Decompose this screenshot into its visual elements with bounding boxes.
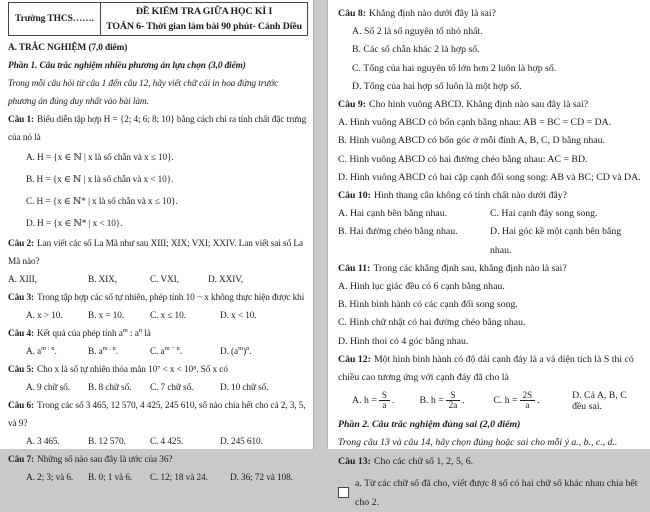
question-9-label: Câu 9: xyxy=(338,99,367,111)
option-b: B. H = {x ∈ ℕ | x là số chẵn và x < 10}. xyxy=(26,175,174,185)
exponent: m − n xyxy=(164,344,180,352)
denominator: a xyxy=(525,400,530,411)
question-10-stem xyxy=(338,187,642,205)
question-2-text: Lan viết các số La Mã như sau XIII; XIX; VXI; XXIV. Lan viết sai số La Mã nào? xyxy=(8,239,303,267)
option-a: A. H = {x ∈ ℕ | x là số chẵn và x ≤ 10}. xyxy=(26,153,174,163)
text-part: A. h = xyxy=(352,395,377,407)
option-d: D. 245 610. xyxy=(220,437,263,447)
question-12-options xyxy=(338,387,642,414)
option-d: D. Hình vuông ABCD có hai cặp cạnh đối song song: AB và BC; CD và DA. xyxy=(338,171,641,183)
option-c: C. Hai cạnh đáy song song. xyxy=(490,208,598,220)
option-a xyxy=(26,343,88,361)
question-13-item-a xyxy=(338,474,642,512)
part2-note: Trong câu 13 và câu 14, hãy chọn đúng hoặc sai cho mỗi ý a., b., c., d.. xyxy=(338,437,618,449)
question-5-options xyxy=(8,379,307,397)
text-part: C. a xyxy=(150,347,165,357)
option-b: B. 0; 1 và 6. xyxy=(88,473,133,483)
options-row-1 xyxy=(338,205,642,223)
option-d: D. 10 chữ số. xyxy=(220,383,269,393)
question-1-label: Câu 1: xyxy=(8,115,35,125)
question-6-text: Trong các số 3 465, 12 570, 4 425, 245 610, số nào chia hết cho cả 2, 3, 5, và 9? xyxy=(8,401,306,429)
part2-heading: Phần 2. Câu trắc nghiệm đúng sai (2,0 điểm) xyxy=(338,419,521,431)
question-4-options xyxy=(8,343,307,361)
school-name: Trường THCS……. xyxy=(9,3,101,35)
option-d: D. Hai góc kề một cạnh bên bằng nhau. xyxy=(490,226,622,256)
section-a-heading: A. TRẮC NGHIỆM (7,0 điểm) xyxy=(8,43,128,53)
option-a: A. 2; 3; và 6. xyxy=(26,473,74,483)
option-c: C. Hình vuông ABCD có hai đường chéo bằng nhau: AC = BD. xyxy=(338,153,588,165)
option-c: C. 7 chữ số. xyxy=(150,383,194,393)
option-a: A. 3 465. xyxy=(26,437,60,447)
text-part: . xyxy=(391,395,395,407)
text-part: . xyxy=(462,395,465,407)
exam-subtitle: TOÁN 6- Thời gian làm bài 90 phút- Cánh Diều xyxy=(106,21,302,32)
question-1-options xyxy=(8,147,307,235)
option-b: B. XIX, xyxy=(88,275,117,285)
option-b: B. x = 10. xyxy=(88,311,125,321)
item-a-text: a. Từ các chữ số đã cho, viết được 8 số có hai chữ số khác nhau chia hết cho 2. xyxy=(355,477,638,508)
part1-heading: Phần 1. Câu trắc nghiệm nhiều phương án lựa chọn (3,0 điểm) xyxy=(8,61,246,71)
option-a: A. Hai cạnh bên bằng nhau. xyxy=(338,208,448,220)
question-5-text: Cho x là số tự nhiên thỏa mãn 10⁷ < x < 10⁸. Số x có xyxy=(37,365,228,375)
fraction xyxy=(379,391,390,411)
question-11-text: Trong các khẳng định sau, khẳng định nào là sai? xyxy=(373,262,567,274)
question-10-label: Câu 10: xyxy=(338,190,371,202)
denominator: 2a xyxy=(448,400,458,411)
question-4-text-1: Kết quả của phép tính a xyxy=(37,329,123,339)
question-3-stem xyxy=(8,289,307,307)
question-10-text: Hình thang cân không có tính chất nào dưới đây? xyxy=(373,190,567,202)
option-d: D. 36; 72 và 108. xyxy=(230,473,293,483)
exam-title: ĐỀ KIỂM TRA GIỮA HỌC KÌ I xyxy=(135,6,273,17)
exponent: m xyxy=(238,344,244,352)
exponent-m: m xyxy=(122,326,128,334)
option-d: D. Hình thoi có 4 góc bằng nhau. xyxy=(338,335,469,347)
exponent: m . n xyxy=(102,344,116,352)
question-13-text: Cho các chữ số 1, 2, 5, 6. xyxy=(373,455,474,467)
exam-title-block xyxy=(101,3,307,35)
question-10-options xyxy=(338,205,642,260)
option-c: C. Hình chữ nhật có hai đường chéo bằng nhau. xyxy=(338,317,526,329)
question-11-options xyxy=(338,278,642,351)
question-5-stem xyxy=(8,361,307,379)
option-c: C. H = {x ∈ ℕ* | x là số chẵn và x ≤ 10}. xyxy=(26,197,178,207)
fraction xyxy=(520,391,536,411)
numerator: S xyxy=(379,391,390,401)
option-c xyxy=(493,391,572,411)
option-b: B. 12 570. xyxy=(88,437,126,447)
option-c: C. 4 425. xyxy=(150,437,184,447)
option-c: C. Tổng của hai nguyên tố lớn hơn 2 luôn là hợp số. xyxy=(352,62,557,74)
text-part: D. (a xyxy=(220,347,239,357)
question-8-options xyxy=(338,23,642,96)
options-row-2 xyxy=(338,223,642,259)
text-part: C. h = xyxy=(493,395,518,407)
option-b: B. Hai đường chéo bằng nhau. xyxy=(338,226,458,238)
option-a: A. Số 2 là số nguyên tố nhỏ nhất. xyxy=(352,26,483,38)
question-8-label: Câu 8: xyxy=(338,8,367,19)
fraction xyxy=(446,391,461,411)
denominator: a xyxy=(382,400,387,411)
page-gutter xyxy=(315,0,328,449)
page-1 xyxy=(0,0,314,483)
text-part: B. a xyxy=(88,347,103,357)
answer-checkbox xyxy=(338,487,349,498)
question-11-label: Câu 11: xyxy=(338,262,371,274)
question-8-stem xyxy=(338,5,642,23)
header-table xyxy=(8,2,308,36)
text-part: A. a xyxy=(26,347,42,357)
question-7-label: Câu 7: xyxy=(8,455,35,465)
text-part: . xyxy=(179,347,183,357)
question-1-stem xyxy=(8,111,307,147)
option-d: D. XXIV, xyxy=(208,275,243,285)
option-b xyxy=(419,391,493,411)
text-part: ) xyxy=(243,347,247,357)
option-a: A. x > 10. xyxy=(26,311,63,321)
text-part: . xyxy=(115,347,118,357)
question-4-text-3: là xyxy=(142,329,151,339)
question-7-options xyxy=(8,469,307,487)
numerator: 2S xyxy=(520,391,536,401)
question-5-label: Câu 5: xyxy=(8,365,35,375)
question-3-label: Câu 3: xyxy=(8,293,35,303)
question-4-stem xyxy=(8,325,307,343)
option-b xyxy=(88,343,150,361)
text-part: . xyxy=(54,347,57,357)
option-d xyxy=(220,343,307,361)
option-b: B. 8 chữ số. xyxy=(88,383,132,393)
exponent: m : n xyxy=(41,344,55,352)
question-2-options xyxy=(8,271,307,289)
question-11-stem xyxy=(338,260,642,278)
option-a: A. XIII, xyxy=(8,275,37,285)
question-4-label: Câu 4: xyxy=(8,329,35,339)
question-7-stem xyxy=(8,451,307,469)
option-a: A. Hình lục giác đều có 6 cạnh bằng nhau. xyxy=(338,281,505,293)
option-d: D. Tổng của hai hợp số luôn là một hợp số. xyxy=(352,80,522,92)
option-c: C. x ≤ 10. xyxy=(150,311,186,321)
question-13-label: Câu 13: xyxy=(338,455,371,467)
option-a: A. Hình vuông ABCD có bốn cạnh bằng nhau: AB = BC = CD = DA. xyxy=(338,117,612,129)
exponent: n xyxy=(246,344,250,352)
option-b: B. Hình bình hành có các cạnh đối song song. xyxy=(338,299,518,311)
part1-note: Trong mỗi câu hỏi từ câu 1 đến câu 12, hãy viết chữ cái in hoa đứng trước phương án đúng duy nhất vào bài làm. xyxy=(8,79,279,107)
question-7-text: Những số nào sau đây là ước của 36? xyxy=(37,455,173,465)
exponent-n: n xyxy=(138,326,143,334)
text-part: B. h = xyxy=(419,395,444,407)
question-12-text: Một hình bình hành có độ dài cạnh đáy là a và diện tích là S thì có chiều cao tương ứng với cạnh đáy đã cho là xyxy=(338,353,634,384)
question-4-text-2: : a xyxy=(127,329,139,339)
option-a xyxy=(352,391,419,411)
question-6-stem xyxy=(8,397,307,433)
question-12-label: Câu 12: xyxy=(338,353,371,365)
question-9-options xyxy=(338,114,642,187)
question-3-text: Trong tập hợp các số tự nhiên, phép tính 10 − x không thực hiện được khi xyxy=(37,293,305,303)
question-6-label: Câu 6: xyxy=(8,401,35,411)
option-c: C. 12; 18 và 24. xyxy=(150,473,208,483)
question-2-stem xyxy=(8,235,307,271)
numerator: S xyxy=(446,391,461,401)
option-d: D. H = {x ∈ ℕ* | x < 10}. xyxy=(26,219,123,229)
question-9-stem xyxy=(338,96,642,114)
question-9-text: Cho hình vuông ABCD. Khẳng định nào sau đây là sai? xyxy=(369,99,589,111)
question-3-options xyxy=(8,307,307,325)
option-c: C. VXI, xyxy=(150,275,179,285)
question-8-text: Khẳng định nào dưới đây là sai? xyxy=(369,8,496,19)
option-d: D. x < 10. xyxy=(220,311,257,321)
question-2-label: Câu 2: xyxy=(8,239,35,249)
option-a: A. 9 chữ số. xyxy=(26,383,70,393)
question-6-options xyxy=(8,433,307,451)
text-part: . xyxy=(537,395,540,407)
option-d: D. Cả A, B, C đều sai. xyxy=(572,389,627,412)
option-b: B. Hình vuông ABCD có bốn góc ở mỗi đỉnh A, B, C, D bằng nhau. xyxy=(338,135,605,147)
option-b: B. Các số chẵn khác 2 là hợp số. xyxy=(352,44,480,56)
option-c xyxy=(150,343,220,361)
question-12-stem xyxy=(338,351,642,387)
page-2 xyxy=(328,0,650,508)
question-13-stem xyxy=(338,453,642,471)
text-part: . xyxy=(249,347,252,357)
question-1-text: Biểu diễn tập hợp H = {2; 4; 6; 8; 10} bằng cách chỉ ra tính chất đặc trưng của nó là xyxy=(8,115,307,143)
